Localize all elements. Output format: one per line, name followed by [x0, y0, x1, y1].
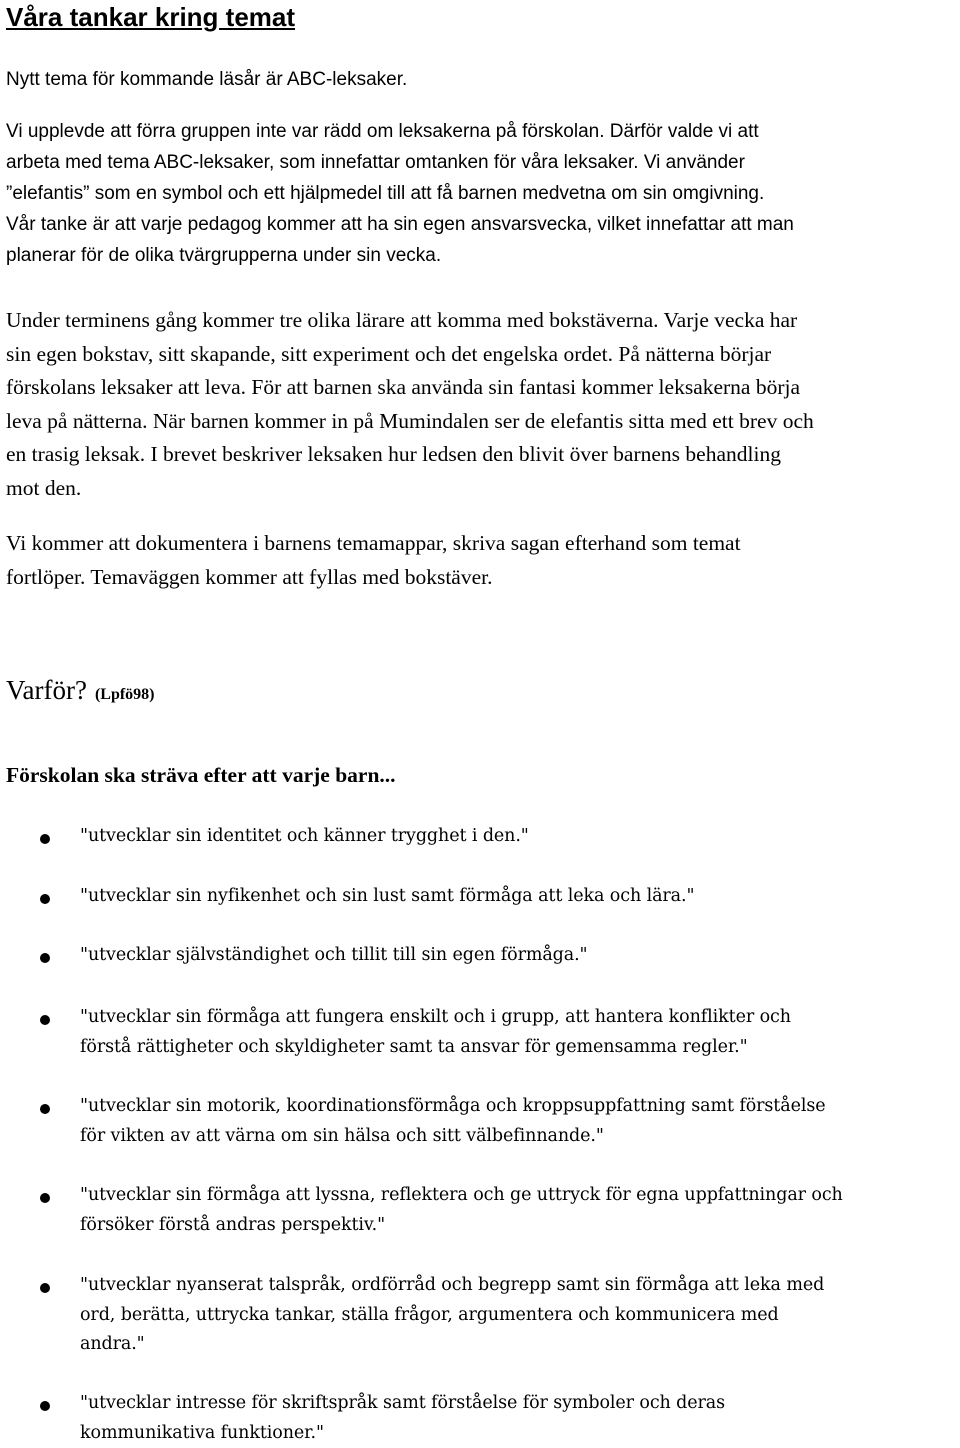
goal-text: "utvecklar självständighet och tillit till sin egen förmåga.": [80, 945, 588, 965]
bullet-icon: [40, 1193, 50, 1203]
curriculum-reference: (Lpfö98): [94, 686, 155, 703]
paragraph-documentation: Vi kommer att dokumentera i barnens temamappar, skriva sagan efterhand som temat fortlöper. Temaväggen kommer att fyllas med bokstäver.: [6, 531, 741, 589]
goal-text: "utvecklar sin motorik, koordinationsförmåga och kroppsuppfattning samt förståelse för vikten av att värna om sin hälsa och sitt välbefinnande.": [80, 1096, 826, 1146]
goals-heading: Förskolan ska sträva efter att varje barn...: [6, 763, 396, 787]
bullet-icon: [40, 894, 50, 904]
bullet-icon: [40, 1015, 50, 1025]
bullet-icon: [40, 1104, 50, 1114]
bullet-icon: [40, 953, 50, 963]
goal-text: "utvecklar sin identitet och känner trygghet i den.": [80, 826, 529, 846]
bullet-icon: [40, 1283, 50, 1293]
page-title: Våra tankar kring temat: [6, 2, 296, 32]
goal-text: "utvecklar sin förmåga att lyssna, reflektera och ge uttryck för egna uppfattningar och försöker förstå andras perspektiv.": [80, 1185, 843, 1235]
intro-paragraph: Nytt tema för kommande läsår är ABC-leksaker.: [6, 69, 408, 90]
goal-text: "utvecklar nyanserat talspråk, ordförråd och begrepp samt sin förmåga att leka med ord, berätta, uttrycka tankar, ställa frågor, argumentera och kommunicera med andra.": [80, 1275, 825, 1354]
paragraph-theme-motivation: Vi upplevde att förra gruppen inte var rädd om leksakerna på förskolan. Därför valde vi att arbeta med tema ABC-leksaker, som innefattar omtanken för våra leksaker. Vi använder ”elefantis” som en symbol och ett hjälpmedel till att få barnen medvetna om sin omgivning. Vår tanke är att varje pedagog kommer att ha sin egen ansvarsvecka, vilket innefattar att man planerar för de olika tvärgrupperna under sin vecka.: [6, 121, 794, 266]
goal-text: "utvecklar sin nyfikenhet och sin lust samt förmåga att leka och lära.": [80, 886, 695, 906]
why-heading-text: Varför?: [6, 675, 87, 705]
goal-text: "utvecklar intresse för skriftspråk samt förståelse för symboler och deras kommunikativa funktioner.": [80, 1393, 726, 1443]
paragraph-term-plan: Under terminens gång kommer tre olika lärare att komma med bokstäverna. Varje vecka har sin egen bokstav, sitt skapande, sitt experiment och det engelska ordet. På nätterna börjar förskolans leksaker att leva. För att barnen ska använda sin fantasi kommer leksakerna börja leva på nätterna. När barnen kommer in på Mumindalen ser de elefantis sitta med ett brev och en trasig leksak. I brevet beskriver leksaken hur ledsen den blivit över barnens behandling mot den.: [6, 308, 814, 500]
bullet-icon: [40, 1401, 50, 1411]
goal-text: "utvecklar sin förmåga att fungera enskilt och i grupp, att hantera konflikter och förstå rättigheter och skyldigheter samt ta ansvar för gemensamma regler.": [80, 1007, 791, 1057]
bullet-icon: [40, 834, 50, 844]
why-heading: [6, 672, 155, 713]
